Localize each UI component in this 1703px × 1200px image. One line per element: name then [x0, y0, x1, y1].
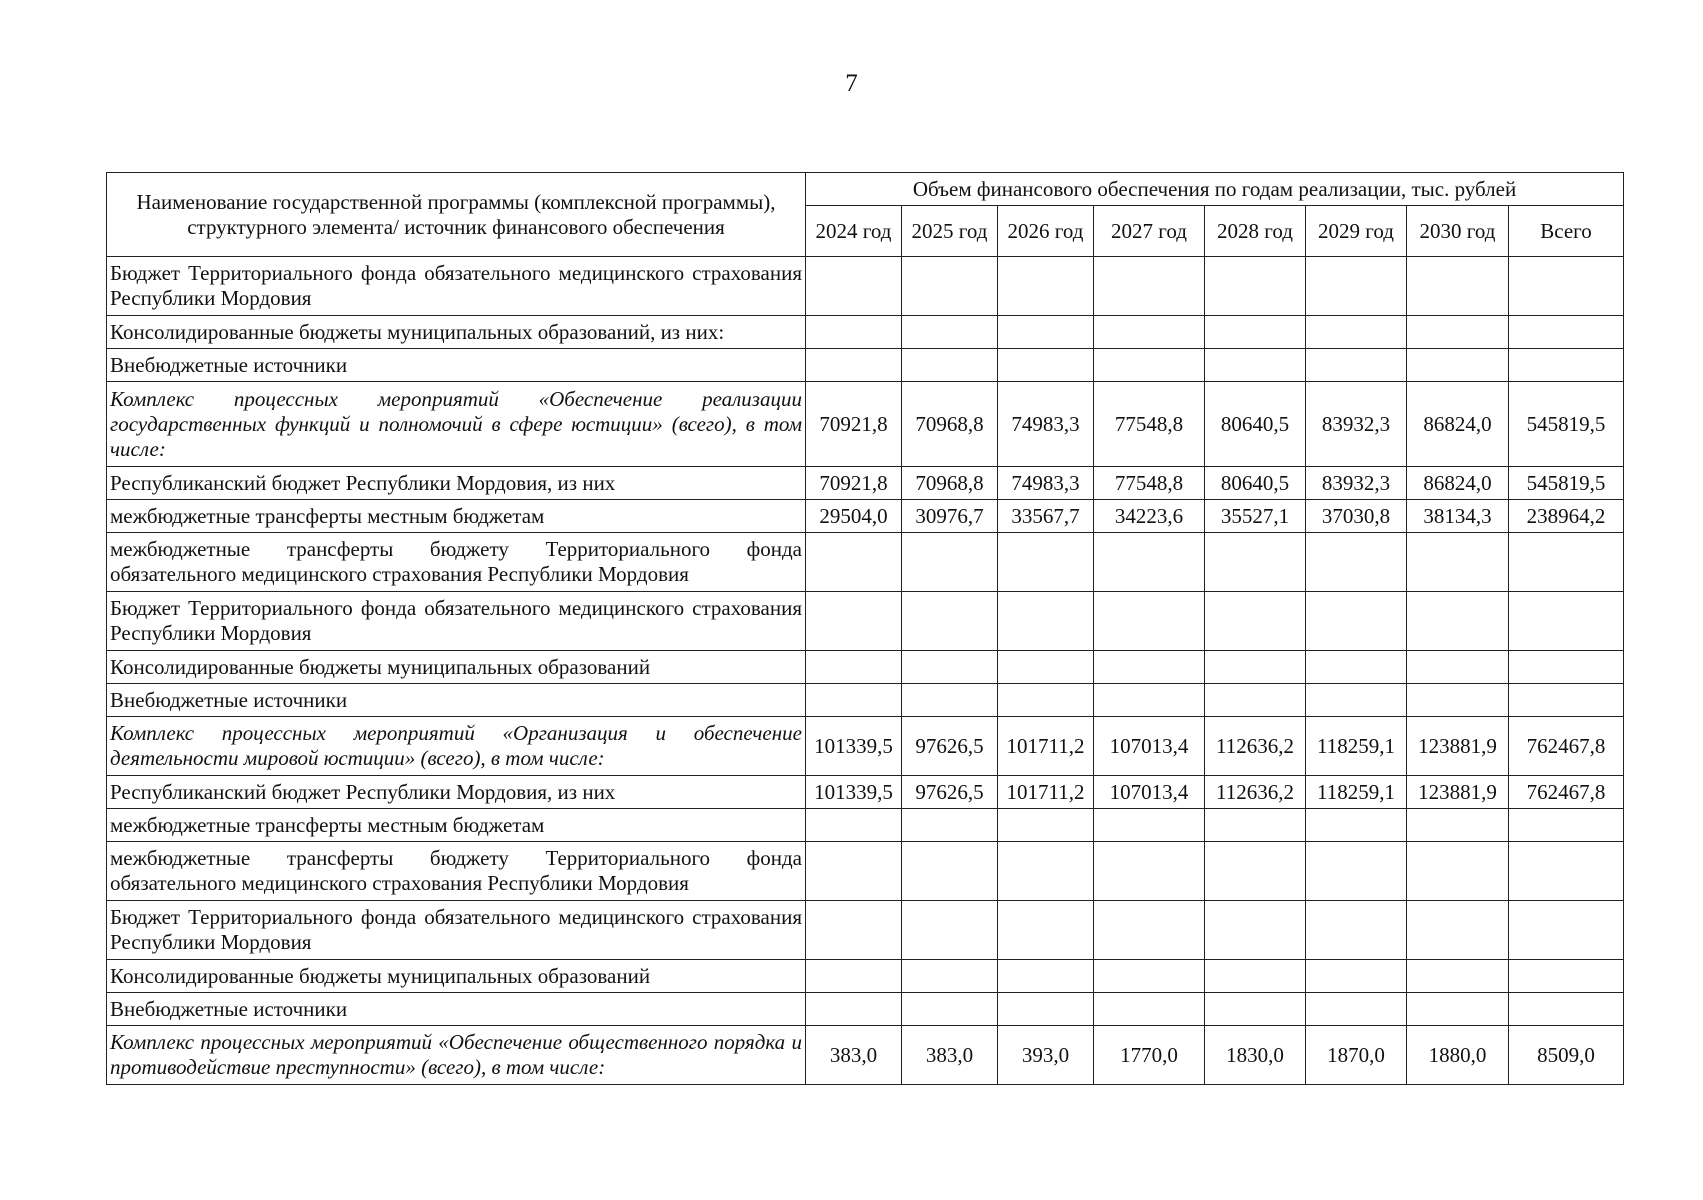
row-value-year	[902, 842, 998, 901]
row-value-total	[1509, 809, 1624, 842]
row-value-total: 545819,5	[1509, 467, 1624, 500]
row-value-year	[1407, 960, 1509, 993]
row-value-year: 101711,2	[998, 776, 1094, 809]
row-name: Консолидированные бюджеты муниципальных образований	[107, 960, 806, 993]
row-value-year	[1094, 901, 1205, 960]
row-value-year: 80640,5	[1205, 382, 1306, 467]
row-value-year	[1407, 684, 1509, 717]
row-name: Внебюджетные источники	[107, 349, 806, 382]
table-row	[107, 500, 1624, 533]
row-name: межбюджетные трансферты местным бюджетам	[107, 500, 806, 533]
header-volume-group: Объем финансового обеспечения по годам реализации, тыс. рублей	[806, 173, 1624, 206]
row-value-year	[1205, 651, 1306, 684]
row-name: Комплекс процессных мероприятий «Организация и обеспечение деятельности мировой юстиции» (всего), в том числе:	[107, 717, 806, 776]
row-name: Внебюджетные источники	[107, 684, 806, 717]
row-name: Бюджет Территориального фонда обязательного медицинского страхования Республики Мордовия	[107, 257, 806, 316]
header-year-2028: 2028 год	[1205, 206, 1306, 257]
row-value-year	[998, 684, 1094, 717]
row-value-year	[1205, 533, 1306, 592]
row-value-total: 8509,0	[1509, 1026, 1624, 1085]
row-value-year	[998, 993, 1094, 1026]
row-value-year: 1870,0	[1306, 1026, 1407, 1085]
row-value-year: 1770,0	[1094, 1026, 1205, 1085]
row-value-year: 74983,3	[998, 382, 1094, 467]
row-value-year: 70921,8	[806, 467, 902, 500]
table-row	[107, 717, 1624, 776]
row-value-year	[998, 960, 1094, 993]
row-value-year: 123881,9	[1407, 717, 1509, 776]
row-value-total	[1509, 349, 1624, 382]
row-value-year: 107013,4	[1094, 717, 1205, 776]
table-row	[107, 382, 1624, 467]
row-value-year	[1306, 993, 1407, 1026]
table-row	[107, 993, 1624, 1026]
row-value-year	[806, 316, 902, 349]
row-value-year	[806, 257, 902, 316]
row-value-year	[806, 684, 902, 717]
table-row	[107, 901, 1624, 960]
row-name: межбюджетные трансферты бюджету Территориального фонда обязательного медицинского страхования Республики Мордовия	[107, 533, 806, 592]
row-value-total: 762467,8	[1509, 717, 1624, 776]
row-value-year	[806, 960, 902, 993]
row-value-year	[806, 349, 902, 382]
row-value-year: 118259,1	[1306, 717, 1407, 776]
row-value-total	[1509, 960, 1624, 993]
page-number: 7	[845, 70, 858, 97]
row-value-year	[902, 316, 998, 349]
row-value-year: 34223,6	[1094, 500, 1205, 533]
row-value-total: 762467,8	[1509, 776, 1624, 809]
row-value-year	[806, 901, 902, 960]
row-value-year	[1407, 592, 1509, 651]
row-value-year: 70921,8	[806, 382, 902, 467]
row-value-year: 97626,5	[902, 776, 998, 809]
row-value-year	[1094, 257, 1205, 316]
row-value-total: 238964,2	[1509, 500, 1624, 533]
header-year-2029: 2029 год	[1306, 206, 1407, 257]
header-year-2025: 2025 год	[902, 206, 998, 257]
table-row	[107, 684, 1624, 717]
row-value-year: 35527,1	[1205, 500, 1306, 533]
row-value-total	[1509, 684, 1624, 717]
row-value-year: 112636,2	[1205, 776, 1306, 809]
row-value-year	[1205, 316, 1306, 349]
table-row	[107, 960, 1624, 993]
row-name: Бюджет Территориального фонда обязательного медицинского страхования Республики Мордовия	[107, 592, 806, 651]
row-value-year	[1205, 842, 1306, 901]
row-value-year	[902, 809, 998, 842]
row-value-year	[1205, 257, 1306, 316]
row-value-year: 86824,0	[1407, 467, 1509, 500]
row-value-year	[1094, 993, 1205, 1026]
row-value-year: 77548,8	[1094, 467, 1205, 500]
row-value-total	[1509, 842, 1624, 901]
table-row	[107, 467, 1624, 500]
row-value-year	[1205, 960, 1306, 993]
row-value-year: 30976,7	[902, 500, 998, 533]
row-value-year	[806, 842, 902, 901]
row-value-year: 1880,0	[1407, 1026, 1509, 1085]
row-value-year	[1306, 960, 1407, 993]
row-value-total	[1509, 257, 1624, 316]
row-name: Республиканский бюджет Республики Мордовия, из них	[107, 776, 806, 809]
row-value-year: 38134,3	[1407, 500, 1509, 533]
row-value-year	[1306, 349, 1407, 382]
row-value-total	[1509, 592, 1624, 651]
row-value-year	[998, 651, 1094, 684]
table-row	[107, 592, 1624, 651]
row-value-year	[1407, 809, 1509, 842]
row-value-year: 83932,3	[1306, 382, 1407, 467]
header-name-column: Наименование государственной программы (комплексной программы), структурного элемента/ источник финансового обеспечения	[107, 173, 806, 257]
row-value-year	[998, 257, 1094, 316]
row-value-year: 123881,9	[1407, 776, 1509, 809]
row-value-year	[902, 592, 998, 651]
row-value-year: 97626,5	[902, 717, 998, 776]
row-value-year	[1094, 842, 1205, 901]
row-value-year	[998, 316, 1094, 349]
row-value-year: 393,0	[998, 1026, 1094, 1085]
row-name: Комплекс процессных мероприятий «Обеспечение реализации государственных функций и полномочий в сфере юстиции» (всего), в том числе:	[107, 382, 806, 467]
row-value-year	[1407, 993, 1509, 1026]
row-value-year	[1306, 316, 1407, 349]
row-value-year	[998, 349, 1094, 382]
financing-table	[106, 172, 1624, 1085]
table-row	[107, 316, 1624, 349]
row-value-year	[902, 901, 998, 960]
row-value-year	[1407, 316, 1509, 349]
header-year-2024: 2024 год	[806, 206, 902, 257]
table-row	[107, 842, 1624, 901]
row-name: Внебюджетные источники	[107, 993, 806, 1026]
row-value-year	[902, 960, 998, 993]
row-value-year	[998, 901, 1094, 960]
row-value-year	[1205, 684, 1306, 717]
row-value-year	[1205, 592, 1306, 651]
row-value-year	[806, 592, 902, 651]
row-value-year	[1306, 901, 1407, 960]
row-name: Бюджет Территориального фонда обязательного медицинского страхования Республики Мордовия	[107, 901, 806, 960]
row-value-year: 112636,2	[1205, 717, 1306, 776]
row-value-year	[1407, 533, 1509, 592]
row-value-year: 74983,3	[998, 467, 1094, 500]
row-value-year	[998, 533, 1094, 592]
row-value-year: 37030,8	[1306, 500, 1407, 533]
row-value-total	[1509, 651, 1624, 684]
row-value-year	[1407, 842, 1509, 901]
row-name: Консолидированные бюджеты муниципальных образований, из них:	[107, 316, 806, 349]
row-value-year	[1094, 316, 1205, 349]
row-value-year	[1094, 533, 1205, 592]
row-value-year	[1407, 257, 1509, 316]
table-row	[107, 257, 1624, 316]
row-value-year	[1306, 533, 1407, 592]
row-value-year	[1205, 809, 1306, 842]
table-row	[107, 349, 1624, 382]
row-name: межбюджетные трансферты бюджету Территориального фонда обязательного медицинского страхования Республики Мордовия	[107, 842, 806, 901]
row-value-total: 545819,5	[1509, 382, 1624, 467]
row-value-year: 101711,2	[998, 717, 1094, 776]
row-value-year	[1205, 901, 1306, 960]
row-value-year	[1094, 592, 1205, 651]
row-value-year: 107013,4	[1094, 776, 1205, 809]
header-total: Всего	[1509, 206, 1624, 257]
row-value-year: 383,0	[806, 1026, 902, 1085]
row-value-year: 1830,0	[1205, 1026, 1306, 1085]
row-value-year	[902, 533, 998, 592]
row-value-year	[1094, 684, 1205, 717]
row-name: Республиканский бюджет Республики Мордовия, из них	[107, 467, 806, 500]
row-value-total	[1509, 316, 1624, 349]
table-row	[107, 1026, 1624, 1085]
row-value-year	[1306, 684, 1407, 717]
table-row	[107, 533, 1624, 592]
row-value-year: 33567,7	[998, 500, 1094, 533]
row-value-year: 383,0	[902, 1026, 998, 1085]
header-year-2027: 2027 год	[1094, 206, 1205, 257]
row-value-year	[806, 809, 902, 842]
table-row	[107, 809, 1624, 842]
row-value-year: 83932,3	[1306, 467, 1407, 500]
row-value-year	[902, 684, 998, 717]
row-value-year	[1407, 901, 1509, 960]
row-value-total	[1509, 993, 1624, 1026]
row-value-year: 77548,8	[1094, 382, 1205, 467]
row-value-year	[1306, 592, 1407, 651]
row-value-year: 70968,8	[902, 467, 998, 500]
row-value-year	[1205, 349, 1306, 382]
row-value-year	[1094, 651, 1205, 684]
row-value-total	[1509, 533, 1624, 592]
row-value-year	[806, 533, 902, 592]
row-value-year	[998, 842, 1094, 901]
header-year-2026: 2026 год	[998, 206, 1094, 257]
row-value-year	[1094, 349, 1205, 382]
table-body	[107, 257, 1624, 1085]
row-value-year	[998, 809, 1094, 842]
row-value-year: 118259,1	[1306, 776, 1407, 809]
table-row	[107, 776, 1624, 809]
row-value-year	[1306, 842, 1407, 901]
row-name: межбюджетные трансферты местным бюджетам	[107, 809, 806, 842]
row-value-year	[1306, 651, 1407, 684]
row-value-year	[1094, 960, 1205, 993]
row-value-total	[1509, 901, 1624, 960]
table-row	[107, 651, 1624, 684]
row-value-year: 70968,8	[902, 382, 998, 467]
row-value-year: 101339,5	[806, 717, 902, 776]
row-value-year	[1407, 651, 1509, 684]
row-value-year	[998, 592, 1094, 651]
row-value-year	[902, 349, 998, 382]
row-value-year	[806, 651, 902, 684]
row-value-year	[1306, 257, 1407, 316]
row-value-year	[902, 993, 998, 1026]
row-value-year: 101339,5	[806, 776, 902, 809]
row-value-year	[1306, 809, 1407, 842]
header-year-2030: 2030 год	[1407, 206, 1509, 257]
row-value-year	[1094, 809, 1205, 842]
row-value-year: 80640,5	[1205, 467, 1306, 500]
row-name: Комплекс процессных мероприятий «Обеспечение общественного порядка и противодействие преступности» (всего), в том числе:	[107, 1026, 806, 1085]
row-value-year	[902, 257, 998, 316]
row-value-year	[1205, 993, 1306, 1026]
row-value-year: 29504,0	[806, 500, 902, 533]
row-name: Консолидированные бюджеты муниципальных образований	[107, 651, 806, 684]
row-value-year: 86824,0	[1407, 382, 1509, 467]
row-value-year	[1407, 349, 1509, 382]
row-value-year	[902, 651, 998, 684]
row-value-year	[806, 993, 902, 1026]
